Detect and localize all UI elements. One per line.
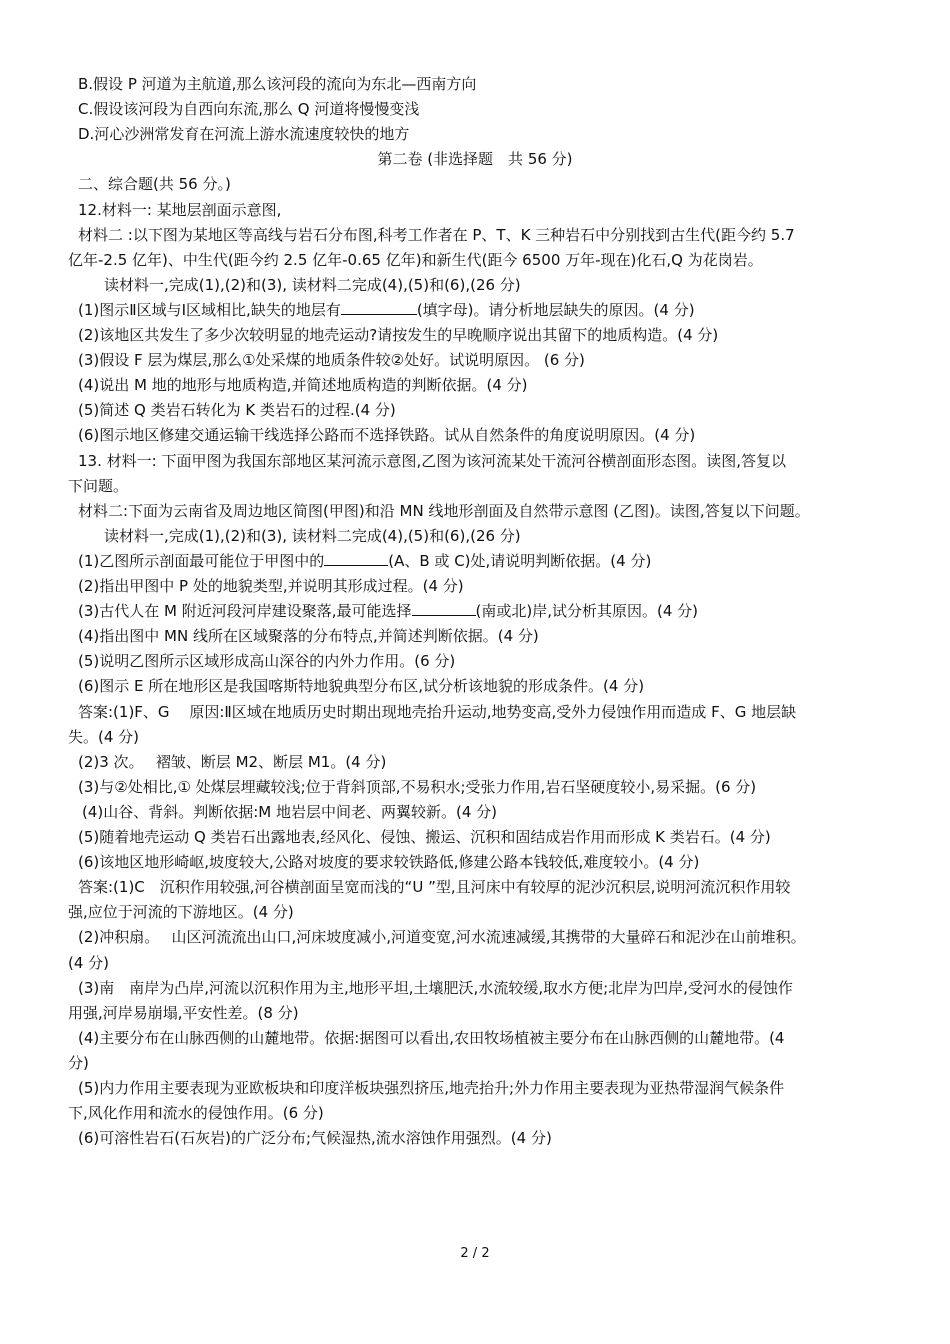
section-heading xyxy=(0,147,950,172)
line-text: (4)指出图中 MN 线所在区域聚落的分布特点,并简述判断依据。(4 分) xyxy=(78,627,539,646)
text-line xyxy=(68,700,900,725)
text-line xyxy=(68,850,900,875)
line-text: 材料二 :以下图为某地区等高线与岩石分布图,科考工作者在 P、T、K 三种岩石中分别找到古生代(距今约 5.7 xyxy=(78,225,795,244)
text-line xyxy=(68,499,900,524)
text-line xyxy=(68,198,900,223)
text-line xyxy=(68,624,900,649)
text-line xyxy=(68,599,900,624)
text-line xyxy=(68,875,900,900)
line-text: (3)古代人在 M 附近河段河岸建设聚落,最可能选择 xyxy=(78,602,412,621)
line-text: (6)图示 E 所在地形区是我国喀斯特地貌典型分布区,试分析该地貌的形成条件。(4 分) xyxy=(78,677,645,696)
fill-in-blank xyxy=(324,551,388,566)
line-text: (3)假设 F 层为煤层,那么①处采煤的地质条件较②处好。试说明原因。 (6 分) xyxy=(78,351,585,370)
text-line xyxy=(68,223,900,248)
text-line xyxy=(68,298,900,323)
text-line xyxy=(68,574,900,599)
text-line xyxy=(68,248,890,273)
text-line xyxy=(68,775,900,800)
fill-in-blank xyxy=(412,601,476,616)
line-text: 答案:(1)C 沉积作用较强,河谷横剖面呈宽而浅的“U ”型,且河床中有较厚的泥沙沉积层,说明河流沉积作用较 xyxy=(78,878,791,897)
line-text-after-blank: (南或北)岸,试分析其原因。(4 分) xyxy=(475,602,698,621)
line-text: 下,风化作用和流水的侵蚀作用。(6 分) xyxy=(68,1104,324,1123)
fill-in-blank xyxy=(341,300,417,315)
line-text: 分) xyxy=(68,1053,89,1072)
text-line xyxy=(68,449,900,474)
text-line xyxy=(68,925,900,950)
line-text: (5)随着地壳运动 Q 类岩石出露地表,经风化、侵蚀、搬运、沉积和固结成岩作用而形成 K 类岩石。(4 分) xyxy=(78,828,771,846)
line-text: (2)冲积扇。 山区河流流出山口,河床坡度减小,河道变宽,河水流速减缓,其携带的大量碎石和泥沙在山前堆积。 xyxy=(78,928,806,947)
text-line xyxy=(68,750,900,775)
text-line xyxy=(68,725,890,750)
text-line xyxy=(68,1076,900,1101)
text-line xyxy=(68,72,900,97)
text-line xyxy=(68,1026,900,1051)
line-text: (6)该地区地形崎岖,坡度较大,公路对坡度的要求较铁路低,修建公路本钱较低,难度较小。(4 分) xyxy=(78,853,700,872)
text-line xyxy=(68,373,900,398)
line-text: (2)指出甲图中 P 处的地貌类型,并说明其形成过程。(4 分) xyxy=(78,577,464,595)
text-line xyxy=(68,1101,890,1126)
text-line xyxy=(68,172,900,197)
line-text: (5)简述 Q 类岩石转化为 K 类岩石的过程.(4 分) xyxy=(78,401,396,420)
line-text: (2)3 次。 褶皱、断层 M2、断层 M1。(4 分) xyxy=(78,752,387,771)
line-text-after-blank: (A、B 或 C)处,请说明判断依据。(4 分) xyxy=(388,551,652,570)
line-text: 二、综合题(共 56 分。) xyxy=(78,175,231,194)
line-text: (1)图示Ⅱ区域与Ⅰ区域相比,缺失的地层有 xyxy=(78,300,341,319)
text-line xyxy=(68,649,900,674)
text-line xyxy=(68,1051,890,1076)
text-line xyxy=(68,398,900,423)
line-text: (5)说明乙图所示区域形成高山深谷的内外力作用。(6 分) xyxy=(78,652,456,671)
line-text: (4)说出 M 地的地形与地质构造,并简述地质构造的判断依据。(4 分) xyxy=(78,376,528,395)
line-text: (6)可溶性岩石(石灰岩)的广泛分布;气候湿热,流水溶蚀作用强烈。(4 分) xyxy=(78,1129,552,1148)
line-text: (4)主要分布在山脉西侧的山麓地带。依据:据图可以看出,农田牧场植被主要分布在山脉西侧的山麓地带。(4 xyxy=(78,1028,785,1047)
text-line xyxy=(68,122,900,147)
page-number: 2 / 2 xyxy=(460,1246,490,1261)
line-text: 失。(4 分) xyxy=(68,727,140,746)
line-text: 强,应位于河流的下游地区。(4 分) xyxy=(68,903,294,922)
line-text: D.河心沙洲常发育在河流上游水流速度较快的地方 xyxy=(78,125,410,144)
line-text: C.假设该河段为自西向东流,那么 Q 河道将慢慢变浅 xyxy=(78,100,420,119)
text-line xyxy=(68,423,900,448)
text-line xyxy=(68,97,900,122)
line-text: 读材料一,完成(1),(2)和(3), 读材料二完成(4),(5)和(6),(26 分) xyxy=(104,526,521,545)
line-text: B.假设 P 河道为主航道,那么该河段的流向为东北—西南方向 xyxy=(78,75,477,93)
text-line xyxy=(68,825,900,850)
line-text: (3)南 南岸为凸岸,河流以沉积作用为主,地形平坦,土壤肥沃,水流较缓,取水方便;北岸为凹岸,受河水的侵蚀作 xyxy=(78,978,793,997)
text-line xyxy=(68,549,900,574)
line-text: 12.材料一: 某地层剖面示意图, xyxy=(78,200,282,219)
text-line xyxy=(68,1126,900,1151)
line-text: 答案:(1)F、G 原因:Ⅱ区域在地质历史时期出现地壳抬升运动,地势变高,受外力侵蚀作用而造成 F、G 地层缺 xyxy=(78,702,797,721)
text-line xyxy=(68,900,890,925)
text-line xyxy=(68,323,900,348)
text-line xyxy=(68,674,900,699)
line-text: (3)与②处相比,① 处煤层埋藏较浅;位于背斜顶部,不易积水;受张力作用,岩石坚硬度较小,易采掘。(6 分) xyxy=(78,777,757,796)
line-text: 13. 材料一: 下面甲图为我国东部地区某河流示意图,乙图为该河流某处干流河谷横剖面形态图。读图,答复以 xyxy=(78,451,786,470)
text-line xyxy=(68,951,890,976)
line-text: (1)乙图所示剖面最可能位于甲图中的 xyxy=(78,551,325,570)
line-text: 用强,河岸易崩塌,平安性差。(8 分) xyxy=(68,1003,299,1022)
text-line xyxy=(68,976,900,1001)
line-text: (6)图示地区修建交通运输干线选择公路而不选择铁路。试从自然条件的角度说明原因。(4 分) xyxy=(78,426,696,445)
line-text: 亿年-2.5 亿年)、中生代(距今约 2.5 亿年-0.65 亿年)和新生代(距今 6500 万年-现在)化石,Q 为花岗岩。 xyxy=(68,250,763,269)
line-text-after-blank: (填字母)。请分析地层缺失的原因。(4 分) xyxy=(416,300,695,319)
line-text: 下问题。 xyxy=(68,476,129,495)
line-text: 第二卷 (非选择题 共 56 分) xyxy=(377,150,573,169)
line-text: (5)内力作用主要表现为亚欧板块和印度洋板块强烈挤压,地壳抬升;外力作用主要表现为亚热带湿润气候条件 xyxy=(78,1079,785,1097)
text-line xyxy=(68,800,904,825)
line-text: 材料二:下面为云南省及周边地区简图(甲图)和沿 MN 线地形剖面及自然带示意图 (乙图)。读图,答复以下问题。 xyxy=(78,501,810,520)
text-line xyxy=(68,474,890,499)
text-line xyxy=(68,524,926,549)
line-text: 读材料一,完成(1),(2)和(3), 读材料二完成(4),(5)和(6),(26 分) xyxy=(104,275,521,294)
line-text: (4 分) xyxy=(68,953,110,972)
text-line xyxy=(68,348,900,373)
text-line xyxy=(68,1001,890,1026)
text-line xyxy=(68,273,926,298)
line-text: (2)该地区共发生了多少次较明显的地壳运动?请按发生的早晚顺序说出其留下的地质构造。(4 分) xyxy=(78,326,719,344)
line-text: (4)山谷、背斜。判断依据:M 地岩层中间老、两翼较新。(4 分) xyxy=(82,802,498,821)
